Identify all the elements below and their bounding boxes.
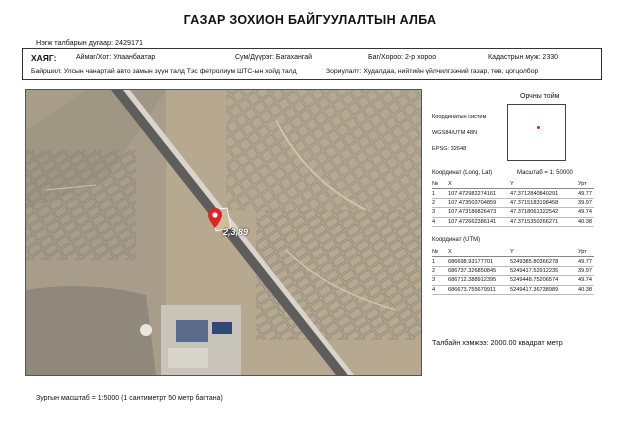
address-label: ХАЯГ: bbox=[31, 53, 57, 63]
table-row bbox=[432, 266, 594, 275]
cell: 5249417.52912235 bbox=[510, 266, 578, 275]
cell: 3 bbox=[432, 276, 448, 285]
locator-dot bbox=[537, 126, 540, 129]
cell: 49.77 bbox=[578, 190, 592, 197]
locator-map bbox=[507, 104, 566, 161]
cell: 107.472982274161 bbox=[448, 189, 510, 198]
utm-coords-title: Координат (UTM) bbox=[432, 237, 481, 243]
cell: 107.473503704859 bbox=[448, 198, 510, 207]
document-title: ГАЗАР ЗОХИОН БАЙГУУЛАЛТЫН АЛБА bbox=[183, 13, 437, 27]
cell: 686737.326850845 bbox=[448, 266, 510, 275]
cell: 47.3712840840291 bbox=[510, 189, 578, 198]
col-length: Урт bbox=[578, 249, 587, 256]
cell: 5249417.36738989 bbox=[510, 285, 578, 294]
cell: 4 bbox=[432, 217, 448, 226]
cell: 47.3718061322542 bbox=[510, 208, 578, 217]
cell: 47.3715183198458 bbox=[510, 198, 578, 207]
cell: 2 bbox=[432, 198, 448, 207]
locator-title: Орчны тойм bbox=[520, 93, 560, 100]
cell: 686673.755679911 bbox=[448, 285, 510, 294]
sum-field: Сум/Дүүрэг: Багахангай bbox=[235, 54, 313, 61]
aimag-field: Аймаг/Хот: Улаанбаатар bbox=[76, 54, 156, 61]
table-row bbox=[432, 208, 594, 217]
cell: 686712.388912395 bbox=[448, 276, 510, 285]
table-row bbox=[432, 276, 594, 285]
cell: 5249448.75206574 bbox=[510, 276, 578, 285]
location-field: Байршил: Улсын чанартай авто замын зүүн талд Тэс фетролиум ШТС-ын хойд талд bbox=[31, 68, 297, 75]
col-x: X bbox=[448, 249, 452, 256]
cell: 1 bbox=[432, 189, 448, 198]
cell: 5249385.80366278 bbox=[510, 257, 578, 266]
col-no: № bbox=[432, 249, 439, 256]
cell: 47.3715350266271 bbox=[510, 217, 578, 226]
crs-value: WGS84/UTM 48N bbox=[432, 130, 478, 136]
address-box bbox=[22, 48, 602, 80]
cell: 40.38 bbox=[578, 286, 592, 293]
table-row bbox=[432, 198, 594, 207]
cell: 107.472662386141 bbox=[448, 217, 510, 226]
satellite-map[interactable] bbox=[25, 89, 422, 376]
cell: 4 bbox=[432, 285, 448, 294]
cell: 49.74 bbox=[578, 277, 592, 284]
col-x: X bbox=[448, 181, 452, 188]
table-row bbox=[432, 189, 594, 198]
purpose-field: Зориулалт: Худалдаа, нийтийн үйлчилгээний газар, төв, цогцолбор bbox=[326, 68, 539, 75]
area-size: Талбайн хэмжээ: 2000.00 квадрат метр bbox=[432, 338, 563, 347]
cell: 686698.93177701 bbox=[448, 257, 510, 266]
crs-label: Координатын систем bbox=[432, 114, 487, 120]
cell: 1 bbox=[432, 257, 448, 266]
table-row bbox=[432, 285, 594, 294]
cell: 49.74 bbox=[578, 209, 592, 216]
cell: 39.97 bbox=[578, 199, 592, 206]
cell: 49.77 bbox=[578, 258, 592, 265]
col-y: Y bbox=[510, 181, 514, 188]
table-row bbox=[432, 257, 594, 266]
location-pin-icon[interactable] bbox=[208, 208, 222, 228]
table-row bbox=[432, 217, 594, 226]
cadastral-field: Кадастрын муж: 2330 bbox=[488, 54, 559, 61]
geo-coords-table bbox=[432, 180, 594, 227]
table-header bbox=[432, 248, 594, 257]
cell: 2 bbox=[432, 266, 448, 275]
cell: 3 bbox=[432, 208, 448, 217]
table-header bbox=[432, 180, 594, 189]
parcel-number: Нэгж талбарын дугаар: 2429171 bbox=[36, 38, 143, 47]
col-y: Y bbox=[510, 249, 514, 256]
cell: 39.97 bbox=[578, 267, 592, 274]
col-no: № bbox=[432, 181, 439, 188]
cell: 40.38 bbox=[578, 218, 592, 225]
geo-coords-title: Координат (Long, Lat) bbox=[432, 170, 493, 176]
map-point-label: 2,3,89 bbox=[223, 227, 249, 237]
scale-note: Зургын масштаб = 1:5000 (1 сантиметрт 50 метр багтана) bbox=[36, 395, 223, 402]
scale-label: Масштаб = 1: 50000 bbox=[517, 170, 573, 176]
bag-field: Баг/Хороо: 2-р хороо bbox=[368, 54, 437, 61]
col-length: Урт bbox=[578, 181, 587, 188]
utm-coords-table bbox=[432, 248, 594, 295]
cell: 107.473186826473 bbox=[448, 208, 510, 217]
epsg-value: EPSG: 32648 bbox=[432, 146, 467, 152]
